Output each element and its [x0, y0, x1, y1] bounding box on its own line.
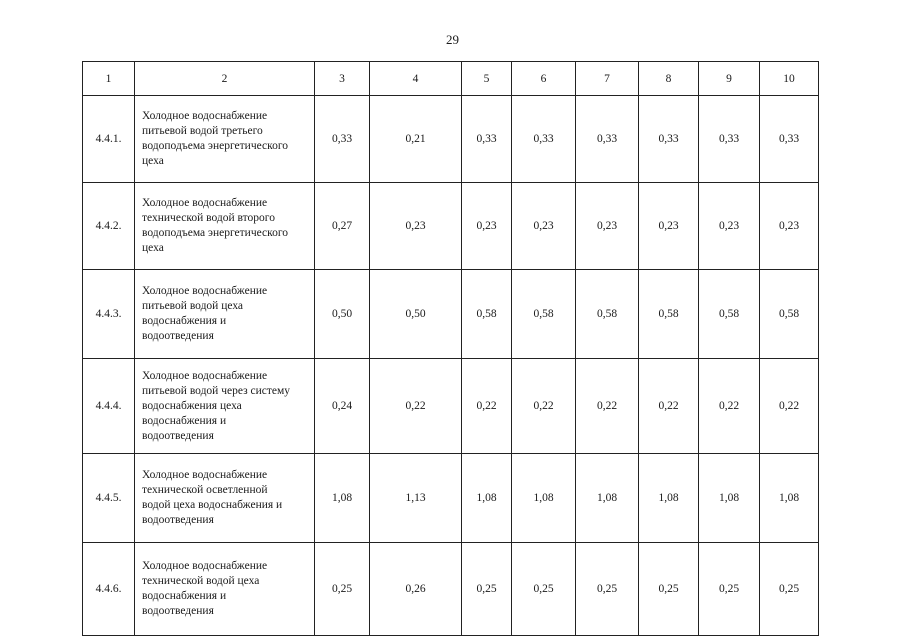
description-line: водоподъема энергетического	[142, 227, 289, 239]
value-cell: 0,58	[512, 270, 576, 359]
value-cell: 0,58	[699, 270, 760, 359]
row-description	[135, 270, 315, 359]
description-line: Холодное водоснабжение	[142, 110, 268, 122]
table-row	[83, 270, 819, 359]
row-description	[135, 183, 315, 270]
value-cell: 1,08	[315, 454, 370, 543]
value-cell: 0,50	[315, 270, 370, 359]
row-code: 4.4.3.	[83, 270, 135, 359]
value-cell: 1,08	[639, 454, 699, 543]
value-cell: 0,21	[370, 96, 462, 183]
description-line: водоснабжения цеха	[142, 399, 242, 412]
table-row	[83, 454, 819, 543]
value-cell: 0,23	[639, 183, 699, 270]
value-cell: 1,08	[576, 454, 639, 543]
description-line: водой цеха водоснабжения и	[142, 499, 283, 511]
value-cell: 0,23	[576, 183, 639, 270]
row-description	[135, 96, 315, 183]
description-line: водоснабжения и	[142, 315, 227, 327]
column-header-1: 1	[83, 62, 135, 96]
value-cell: 0,50	[370, 270, 462, 359]
row-description	[135, 543, 315, 636]
value-cell: 0,23	[370, 183, 462, 270]
value-cell: 0,33	[699, 96, 760, 183]
row-description	[135, 359, 315, 454]
value-cell: 0,33	[639, 96, 699, 183]
table-row	[83, 183, 819, 270]
value-cell: 0,58	[760, 270, 819, 359]
value-cell: 0,58	[639, 270, 699, 359]
value-cell: 0,33	[512, 96, 576, 183]
value-cell: 0,33	[315, 96, 370, 183]
page-number: 29	[446, 32, 459, 47]
value-cell: 0,23	[699, 183, 760, 270]
description-line: технической водой цеха	[142, 575, 260, 587]
column-header-7: 7	[576, 62, 639, 96]
value-cell: 1,08	[760, 454, 819, 543]
row-code: 4.4.5.	[83, 454, 135, 543]
value-cell: 1,08	[512, 454, 576, 543]
description-line: Холодное водоснабжение	[142, 369, 268, 382]
row-code: 4.4.6.	[83, 543, 135, 636]
value-cell: 0,25	[576, 543, 639, 636]
value-cell: 0,25	[315, 543, 370, 636]
value-cell: 0,33	[576, 96, 639, 183]
row-description	[135, 454, 315, 543]
column-header-4: 4	[370, 62, 462, 96]
column-header-5: 5	[462, 62, 512, 96]
value-cell: 0,26	[370, 543, 462, 636]
value-cell: 0,23	[462, 183, 512, 270]
value-cell: 0,22	[462, 359, 512, 454]
value-cell: 0,58	[462, 270, 512, 359]
value-cell: 0,33	[760, 96, 819, 183]
value-cell: 0,22	[699, 359, 760, 454]
value-cell: 0,25	[639, 543, 699, 636]
description-line: водоподъема энергетического	[142, 140, 289, 152]
value-cell: 0,25	[699, 543, 760, 636]
value-cell: 0,27	[315, 183, 370, 270]
value-cell: 0,22	[639, 359, 699, 454]
description-line: Холодное водоснабжение	[142, 285, 268, 297]
value-cell: 0,25	[462, 543, 512, 636]
description-line: Холодное водоснабжение	[142, 469, 268, 481]
value-cell: 0,58	[576, 270, 639, 359]
value-cell: 1,08	[462, 454, 512, 543]
description-line: технической водой второго	[142, 212, 275, 224]
column-header-10: 10	[760, 62, 819, 96]
description-line: водоснабжения и	[142, 590, 227, 602]
description-line: цеха	[142, 155, 164, 167]
column-header-3: 3	[315, 62, 370, 96]
value-cell: 1,13	[370, 454, 462, 543]
description-line: водоснабжения и	[142, 414, 227, 427]
description-line: Холодное водоснабжение	[142, 197, 268, 209]
row-code: 4.4.1.	[83, 96, 135, 183]
value-cell: 0,33	[462, 96, 512, 183]
row-code: 4.4.4.	[83, 359, 135, 454]
column-header-6: 6	[512, 62, 576, 96]
description-line: питьевой водой через систему	[142, 384, 291, 397]
description-line: Холодное водоснабжение	[142, 560, 268, 572]
value-cell: 0,22	[370, 359, 462, 454]
description-line: цеха	[142, 242, 164, 254]
description-line: питьевой водой третьего	[142, 125, 263, 137]
column-header-9: 9	[699, 62, 760, 96]
table-row	[83, 96, 819, 183]
value-cell: 0,23	[512, 183, 576, 270]
table-row	[83, 359, 819, 454]
row-code: 4.4.2.	[83, 183, 135, 270]
table-row	[83, 543, 819, 636]
value-cell: 0,22	[576, 359, 639, 454]
value-cell: 0,24	[315, 359, 370, 454]
value-cell: 0,25	[760, 543, 819, 636]
description-line: водоотведения	[142, 605, 214, 617]
value-cell: 1,08	[699, 454, 760, 543]
description-line: водоотведения	[142, 514, 214, 526]
value-cell: 0,23	[760, 183, 819, 270]
value-cell: 0,22	[760, 359, 819, 454]
description-line: питьевой водой цеха	[142, 300, 244, 312]
column-header-8: 8	[639, 62, 699, 96]
value-cell: 0,25	[512, 543, 576, 636]
header-row	[83, 62, 819, 96]
description-line: водоотведения	[142, 429, 214, 442]
description-line: технической осветленной	[142, 484, 268, 496]
description-line: водоотведения	[142, 330, 214, 342]
tariff-table	[82, 61, 819, 636]
column-header-2: 2	[135, 62, 315, 96]
value-cell: 0,22	[512, 359, 576, 454]
